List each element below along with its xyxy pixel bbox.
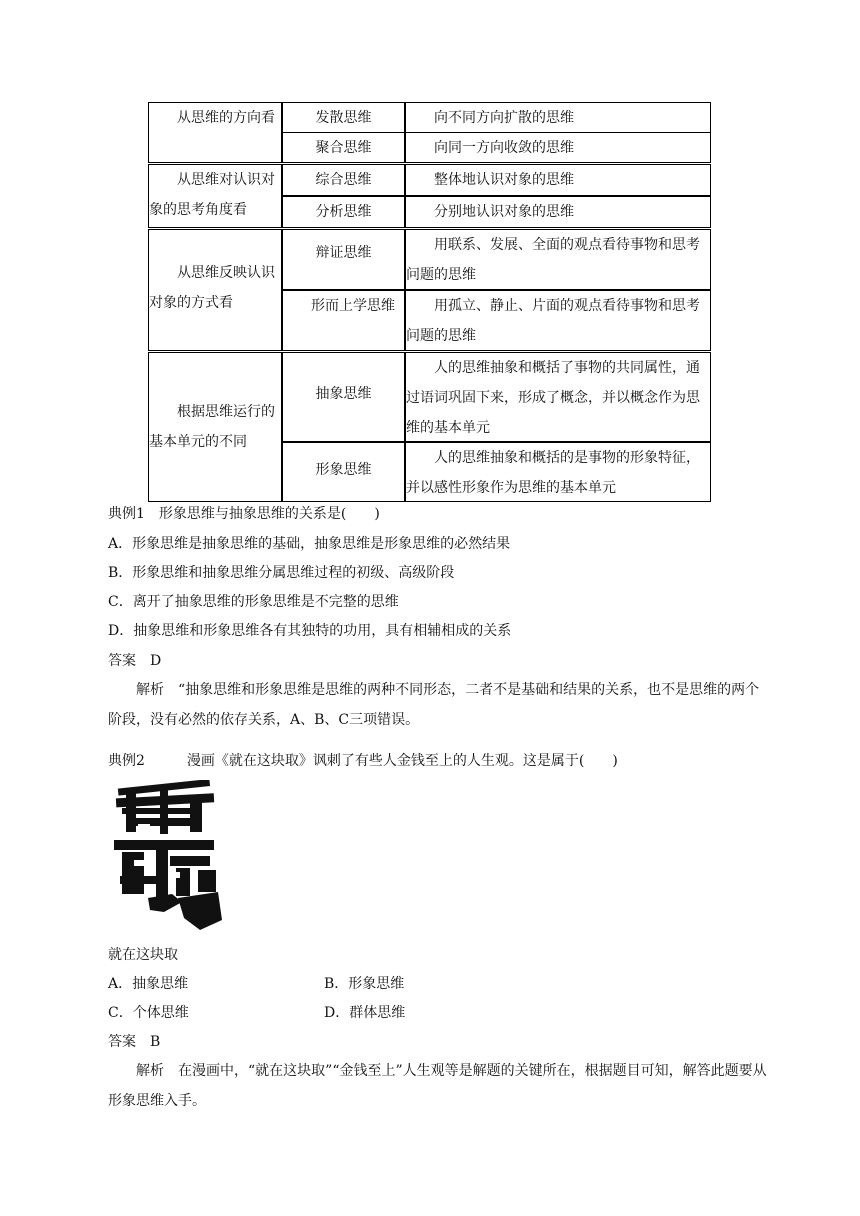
table-perspective-cell: 根据思维运行的基本单元的不同: [148, 352, 282, 502]
example1-option-a: A．形象思维是抽象思维的基础，抽象思维是形象思维的必然结果: [108, 536, 511, 552]
example2-question: 典例2 漫画《就在这块取》讽刺了有些人金钱至上的人生观。这是属于( ): [108, 753, 618, 769]
table-desc-cell: 向不同方向扩散的思维: [405, 102, 711, 133]
table-desc-cell: 整体地认识对象的思维: [405, 164, 711, 196]
table-type-cell: 形象思维: [282, 442, 405, 502]
table-desc-cell: 分别地认识对象的思维: [405, 196, 711, 228]
table-type-cell: 聚合思维: [282, 132, 405, 163]
cartoon-image: [112, 780, 224, 930]
example2-option-b: B．形象思维: [324, 976, 405, 992]
table-type-cell: 综合思维: [282, 164, 405, 196]
table-type-cell: 抽象思维: [282, 352, 405, 442]
table-type-cell: 形而上学思维: [282, 290, 405, 351]
table-type-cell: 发散思维: [282, 102, 405, 133]
table-perspective-cell: 从思维对认识对象的思考角度看: [148, 164, 282, 228]
example2-analysis: 解析 在漫画中，“就在这块取”“金钱至上”人生观等是解题的关键所在，根据题目可知，解答此题要从形象思维入手。: [108, 1063, 767, 1109]
example2-option-a: A．抽象思维: [108, 976, 189, 992]
table-desc-cell: 用联系、发展、全面的观点看待事物和思考问题的思维: [405, 229, 711, 290]
example1-option-b: B．形象思维和抽象思维分属思维过程的初级、高级阶段: [108, 565, 455, 581]
thinking-classification-table: [148, 102, 711, 502]
table-type-cell: 辩证思维: [282, 229, 405, 290]
cartoon-caption: 就在这块取: [108, 947, 178, 963]
example2-answer: 答案 B: [108, 1034, 161, 1050]
table-desc-cell: 用孤立、静止、片面的观点看待事物和思考问题的思维: [405, 290, 711, 351]
example1-analysis: 解析 “抽象思维和形象思维是思维的两种不同形态，二者不是基础和结果的关系，也不是思维的两个阶段，没有必然的依存关系，A、B、C三项错误。: [108, 682, 760, 728]
example2-option-c: C．个体思维: [108, 1005, 189, 1021]
example1-question: 典例1 形象思维与抽象思维的关系是( ): [108, 506, 380, 522]
example1-option-d: D．抽象思维和形象思维各有其独特的功用，具有相辅相成的关系: [108, 623, 512, 639]
example1-answer: 答案 D: [108, 653, 162, 669]
table-type-cell: 分析思维: [282, 196, 405, 228]
example1-option-c: C．离开了抽象思维的形象思维是不完整的思维: [108, 594, 399, 610]
table-perspective-cell: 从思维反映认识对象的方式看: [148, 229, 282, 351]
example2-option-d: D．群体思维: [324, 1005, 406, 1021]
table-perspective-cell: 从思维的方向看: [148, 102, 282, 163]
table-desc-cell: 人的思维抽象和概括的是事物的形象特征，并以感性形象作为思维的基本单元: [405, 442, 711, 502]
table-desc-cell: 向同一方向收敛的思维: [405, 132, 711, 163]
table-desc-cell: 人的思维抽象和概括了事物的共同属性，通过语词巩固下来，形成了概念，并以概念作为思维的基本单元: [405, 352, 711, 442]
